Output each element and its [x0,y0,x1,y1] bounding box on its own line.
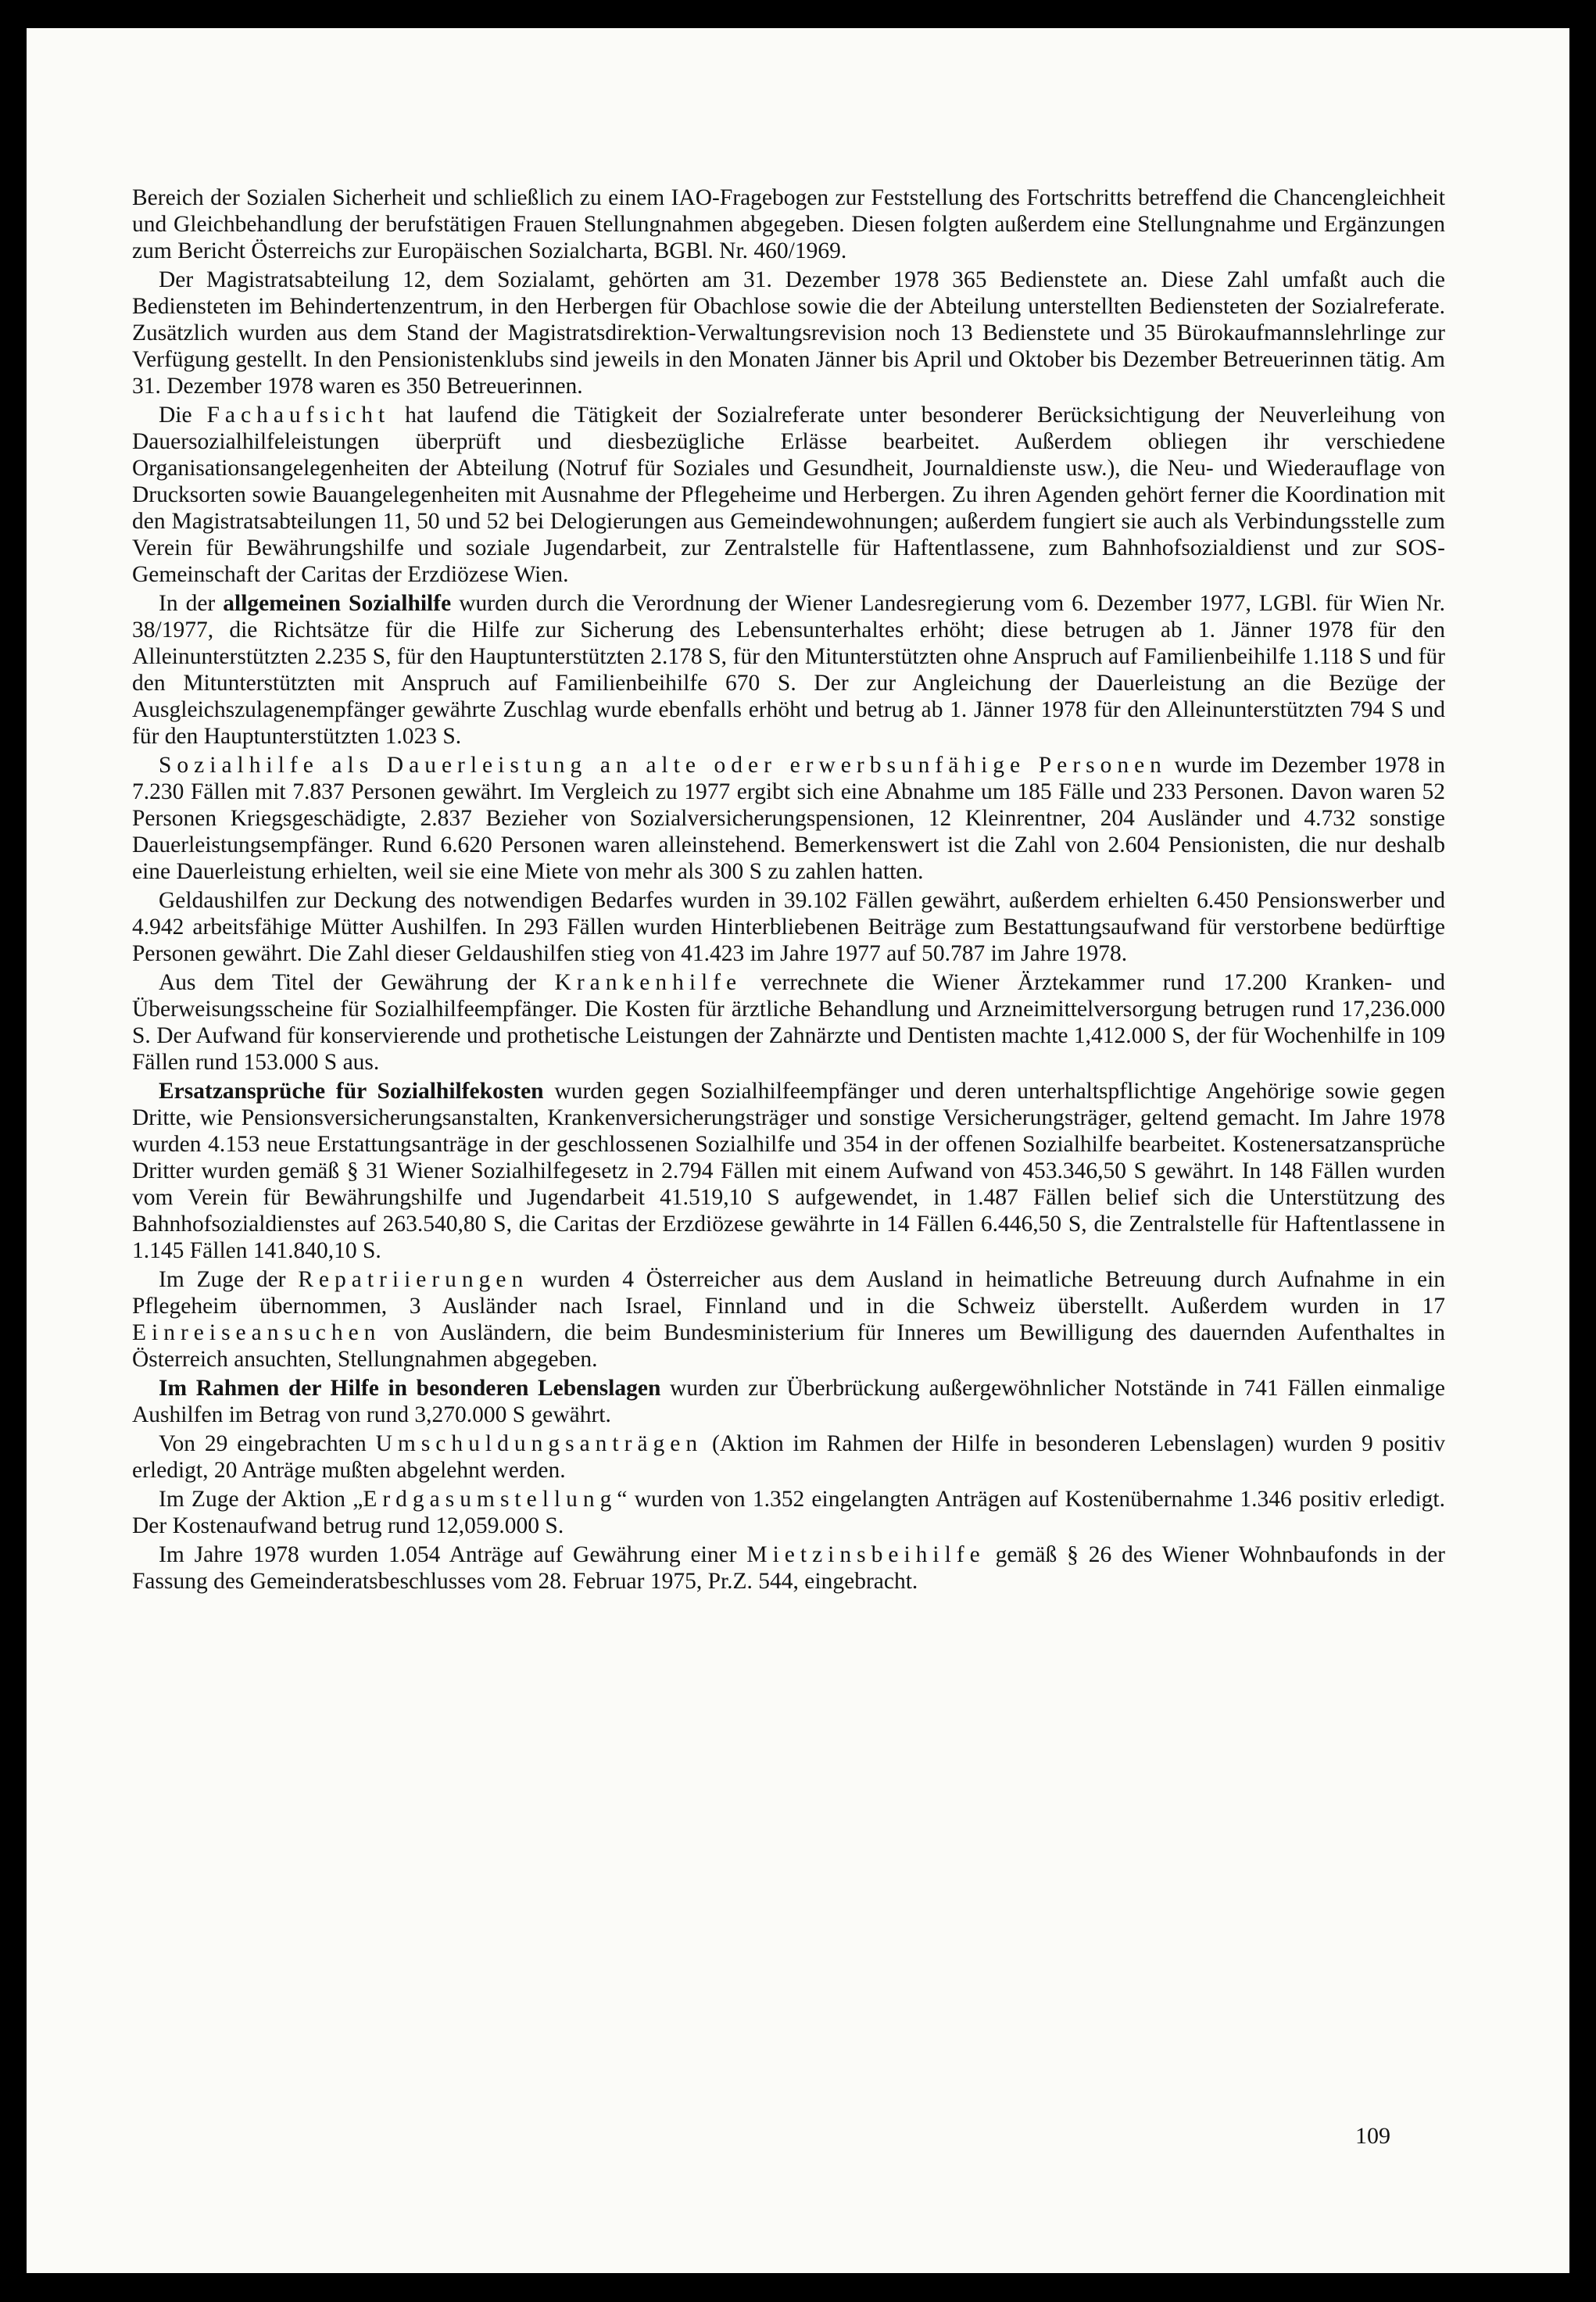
spaced-emphasis-run: Krankenhilfe [554,970,743,995]
text-run: Im Zuge der Aktion „ [159,1487,363,1512]
text-run: wurden gegen Sozialhilfeempfänger und deren unterhaltspflichtige Angehörige sowie gegen Dritte, wie Pensionsversicherungsanstalten, Krankenversicherungsträger und sonstige Versicherungsträger, geltend gemacht. Im Jahre 1978 wurden 4.153 neue Erstattungsanträge in der geschlossenen Sozialhilfe und 354 in der offenen Sozialhilfe bearbeitet. Kostenersatzansprüche Dritter wurden gemäß § 31 Wiener Sozialhilfegesetz in 2.794 Fällen mit einem Aufwand von 453.346,50 S gewährt. In 148 Fällen wurden vom Verein für Bewährungshilfe und Jugendarbeit 41.519,10 S aufgewendet, in 1.487 Fällen belief sich die Unterstützung des Bahnhofsozialdienstes auf 263.540,80 S, die Caritas der Erzdiözese gewährte in 14 Fällen 6.446,50 S, die Zentralstelle für Haftentlassene in 1.145 Fällen 141.840,10 S. [132,1079,1445,1263]
text-run: Im Zuge der [159,1267,299,1292]
paragraph [132,267,1445,399]
text-run: Von 29 eingebrachten [159,1431,376,1456]
spaced-emphasis-run: Einreiseansuchen [132,1320,381,1345]
spaced-emphasis-run: Repatriierungen [298,1267,529,1292]
paragraph [132,1266,1445,1373]
text-run: wurden zur Überbrückung außergewöhnlicher Notstände in 741 Fällen einmalige Aushilfen im Betrag von rund 3,270.000 S gewährt. [132,1376,1445,1427]
text-run: “ wurden von 1.352 eingelangten Anträgen auf Kostenübernahme 1.346 positiv erledigt. Der Kostenaufwand betrug rund 12,059.000 S. [132,1487,1445,1538]
paragraph [132,1078,1445,1264]
text-run: verrechnete die Wiener Ärztekammer rund 17.200 Kranken- und Überweisungsscheine für Sozialhilfeempfänger. Die Kosten für ärztliche Behandlung und Arzneimittelversorgung betrugen rund 17,236.000 S. Der Aufwand für konservierende und prothetische Leistungen der Zahnärzte und Dentisten machte 1,412.000 S, der für Wochenhilfe in 109 Fällen rund 153.000 S aus. [132,970,1445,1075]
spaced-emphasis-run: Fachaufsicht [206,403,391,428]
body-text [132,184,1445,1597]
spaced-emphasis-run: Sozialhilfe als Dauerleistung an alte oder erwerbsunfähige Personen [159,753,1167,778]
text-run: Die [159,403,207,428]
text-run: wurden 4 Österreicher aus dem Ausland in heimatliche Betreuung durch Aufnahme in ein Pflegeheim übernommen, 3 Ausländer nach Israel, Finnland und in die Schweiz überstellt. Außerdem wurden in 17 [132,1267,1445,1319]
paragraph [132,184,1445,264]
text-run: Aus dem Titel der Gewährung der [159,970,555,995]
paragraph [132,969,1445,1076]
text-run: wurde im Dezember 1978 in 7.230 Fällen mit 7.837 Personen gewährt. Im Vergleich zu 1977 ergibt sich eine Abnahme um 185 Fälle und 233 Personen. Davon waren 52 Personen Kriegsgeschädigte, 2.837 Bezieher von Sozialversicherungspensionen, 12 Kleinrentner, 204 Ausländer und 4.732 sonstige Dauerleistungsempfänger. Rund 6.620 Personen waren alleinstehend. Bemerkenswert ist die Zahl von 2.604 Pensionisten, die nur deshalb eine Dauerleistung erhielten, weil sie eine Miete von mehr als 300 S zu zahlen hatten. [132,753,1445,884]
text-run: Bereich der Sozialen Sicherheit und schließlich zu einem IAO-Fragebogen zur Feststellung des Fortschritts betreffend die Chancengleichheit und Gleichbehandlung der berufstätigen Frauen Stellungnahmen abgegeben. Diesen folgten außerdem eine Stellungnahme und Ergänzungen zum Bericht Österreichs zur Europäischen Sozialcharta, BGBl. Nr. 460/1969. [132,185,1445,263]
paragraph [132,1486,1445,1539]
page-number: 109 [1355,2123,1390,2149]
spaced-emphasis-run: Umschuldungsanträgen [375,1431,703,1456]
document-page [27,28,1569,2273]
paragraph [132,1430,1445,1484]
bold-heading-run: Im Rahmen der Hilfe in besonderen Lebenslagen [159,1376,661,1401]
text-run: hat laufend die Tätigkeit der Sozialreferate unter besonderer Berücksichtigung der Neuverleihung von Dauersozialhilfeleistungen überprüft und diesbezügliche Erlässe bearbeitet. Außerdem obliegen ihr verschiedene Organisationsangelegenheiten der Abteilung (Notruf für Soziales und Gesundheit, Journaldienste usw.), die Neu- und Wiederauflage von Drucksorten sowie Bauangelegenheiten mit Ausnahme der Pflegeheime und Herbergen. Zu ihren Agenden gehört ferner die Koordination mit den Magistratsabteilungen 11, 50 und 52 bei Delogierungen aus Gemeindewohnungen; außerdem fungiert sie auch als Verbindungsstelle zum Verein für Bewährungshilfe und soziale Jugendarbeit, zur Zentralstelle für Haftentlassene, zum Bahnhofsozialdienst und zur SOS-Gemeinschaft der Caritas der Erzdiözese Wien. [132,403,1446,587]
paragraph [132,1375,1445,1428]
spaced-emphasis-run: Erdgasumstellung [363,1487,617,1512]
text-run: wurden durch die Verordnung der Wiener Landesregierung vom 6. Dezember 1977, LGBl. für Wien Nr. 38/1977, die Richtsätze für die Hilfe zur Sicherung des Lebensunterhaltes erhöht; diese betrugen ab 1. Jänner 1978 für den Alleinunterstützten 2.235 S, für den Hauptunterstützten 2.178 S, für den Mitunterstützten ohne Anspruch auf Familienbeihilfe 1.118 S und für den Mitunterstützten mit Anspruch auf Familienbeihilfe 670 S. Der zur Angleichung der Dauerleistung an die Bezüge der Ausgleichszulagenempfänger gewährte Zuschlag wurde ebenfalls erhöht und betrug ab 1. Jänner 1978 für den Alleinunterstützten 794 S und für den Hauptunterstützten 1.023 S. [132,591,1445,749]
paragraph [132,887,1445,967]
paragraph [132,1541,1445,1595]
text-run: In der [159,591,224,616]
paragraph [132,402,1445,588]
text-run: (Aktion im Rahmen der Hilfe in besonderen Lebenslagen) wurden 9 positiv erledigt, 20 Anträge mußten abgelehnt werden. [132,1431,1446,1483]
spaced-emphasis-run: Mietzinsbeihilfe [746,1542,986,1567]
paragraph [132,752,1445,885]
paragraph [132,590,1445,750]
text-run: Der Magistratsabteilung 12, dem Sozialamt, gehörten am 31. Dezember 1978 365 Bedienstete an. Diese Zahl umfaßt auch die Bediensteten im Behindertenzentrum, in den Herbergen für Obachlose sowie die der Abteilung unterstellten Bediensteten der Sozialreferate. Zusätzlich wurden aus dem Stand der Magistratsdirektion-Verwaltungsrevision noch 13 Bedienstete und 35 Bürokaufmannslehrlinge zur Verfügung gestellt. In den Pensionistenklubs sind jeweils in den Monaten Jänner bis April und Oktober bis Dezember Betreuerinnen tätig. Am 31. Dezember 1978 waren es 350 Betreuerinnen. [132,267,1445,399]
bold-heading-run: Ersatzansprüche für Sozialhilfekosten [159,1079,544,1104]
text-run: gemäß § 26 des Wiener Wohnbaufonds in der Fassung des Gemeinderatsbeschlusses vom 28. Februar 1975, Pr.Z. 544, eingebracht. [132,1542,1445,1594]
bold-heading-run: allgemeinen Sozialhilfe [223,591,452,616]
text-run: Geldaushilfen zur Deckung des notwendigen Bedarfes wurden in 39.102 Fällen gewährt, außerdem erhielten 6.450 Pensionswerber und 4.942 arbeitsfähige Mütter Aushilfen. In 293 Fällen wurden Hinterbliebenen Beiträge zum Bestattungsaufwand für verstorbene bedürftige Personen gewährt. Die Zahl dieser Geldaushilfen stieg von 41.423 im Jahre 1977 auf 50.787 im Jahre 1978. [132,888,1445,966]
text-run: Im Jahre 1978 wurden 1.054 Anträge auf Gewährung einer [159,1542,747,1567]
text-run: von Ausländern, die beim Bundesministerium für Inneres um Bewilligung des dauernden Aufenthaltes in Österreich ansuchten, Stellungnahmen abgegeben. [132,1320,1445,1372]
